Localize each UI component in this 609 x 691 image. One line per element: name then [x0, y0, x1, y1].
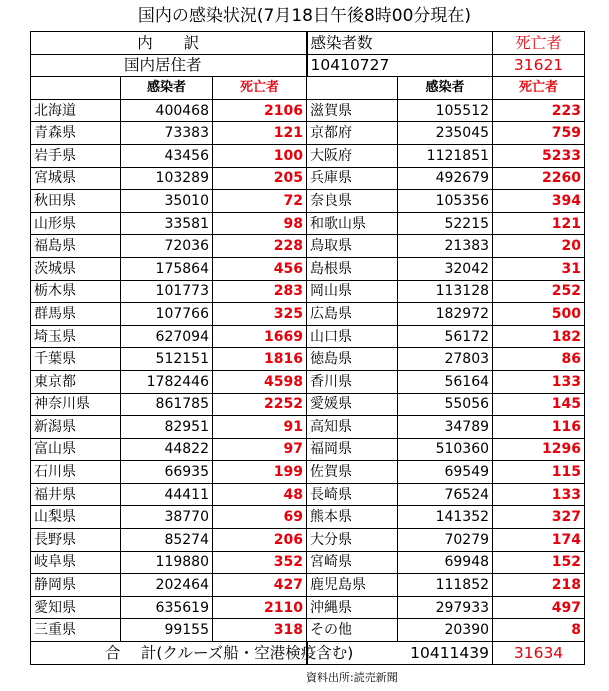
prefecture-name: その他: [307, 619, 398, 642]
infected-count: 82951: [121, 416, 213, 439]
prefecture-name: 岐阜県: [31, 551, 121, 574]
prefecture-name: 東京都: [31, 370, 121, 393]
prefecture-name: 愛媛県: [307, 393, 398, 416]
domestic-infected: 10410727: [307, 54, 493, 77]
death-count: 252: [493, 280, 585, 303]
death-count: 283: [213, 280, 307, 303]
prefecture-name: 静岡県: [31, 574, 121, 597]
table-row: [31, 325, 585, 348]
infected-count: 85274: [121, 529, 213, 552]
prefecture-name: 茨城県: [31, 257, 121, 280]
infected-count: 33581: [121, 212, 213, 235]
prefecture-name: 大阪府: [307, 144, 398, 167]
death-count: 97: [213, 438, 307, 461]
table-row: [31, 596, 585, 619]
page-title: 国内の感染状況(7月18日午後8時00分現在): [137, 6, 472, 26]
infected-count: 1121851: [398, 144, 493, 167]
death-count: 394: [493, 190, 585, 213]
infected-count: 105512: [398, 99, 493, 122]
death-count: 133: [493, 370, 585, 393]
death-count: 100: [213, 144, 307, 167]
death-count: 5233: [493, 144, 585, 167]
table-header-row: [31, 32, 585, 55]
infected-count: 73383: [121, 122, 213, 145]
death-count: 182: [493, 325, 585, 348]
prefecture-name: 鹿児島県: [307, 574, 398, 597]
table-row: [31, 303, 585, 326]
prefecture-name: 長野県: [31, 529, 121, 552]
infected-count: 21383: [398, 235, 493, 258]
infected-count: 175864: [121, 257, 213, 280]
death-count: 174: [493, 529, 585, 552]
death-count: 91: [213, 416, 307, 439]
prefecture-name: 新潟県: [31, 416, 121, 439]
death-count: 352: [213, 551, 307, 574]
domestic-row: [31, 54, 585, 77]
table-row: [31, 393, 585, 416]
prefecture-name: 岩手県: [31, 144, 121, 167]
infected-count: 70279: [398, 529, 493, 552]
infected-count: 119880: [121, 551, 213, 574]
table-row: [31, 348, 585, 371]
prefecture-name: 香川県: [307, 370, 398, 393]
infected-count: 627094: [121, 325, 213, 348]
prefecture-name: 鳥取県: [307, 235, 398, 258]
death-count: 759: [493, 122, 585, 145]
table-row: [31, 122, 585, 145]
infected-count: 510360: [398, 438, 493, 461]
prefecture-name: 福島県: [31, 235, 121, 258]
infected-count: 55056: [398, 393, 493, 416]
death-count: 2260: [493, 167, 585, 190]
infected-count: 56164: [398, 370, 493, 393]
subheader-infected-left: 感染者: [121, 77, 213, 100]
infected-count: 27803: [398, 348, 493, 371]
table-row: [31, 212, 585, 235]
prefecture-name: 兵庫県: [307, 167, 398, 190]
prefecture-name: 栃木県: [31, 280, 121, 303]
prefecture-name: 沖縄県: [307, 596, 398, 619]
prefecture-name: 石川県: [31, 461, 121, 484]
death-count: 223: [493, 99, 585, 122]
death-count: 2252: [213, 393, 307, 416]
total-infected: 10411439: [307, 642, 493, 665]
subheader-infected-right: 感染者: [398, 77, 493, 100]
prefecture-name: 島根県: [307, 257, 398, 280]
prefecture-name: 長崎県: [307, 483, 398, 506]
death-count: 1296: [493, 438, 585, 461]
subheader-deaths-right: 死亡者: [493, 77, 585, 100]
death-count: 500: [493, 303, 585, 326]
death-count: 318: [213, 619, 307, 642]
death-count: 327: [493, 506, 585, 529]
infected-count: 99155: [121, 619, 213, 642]
total-row: [31, 642, 585, 665]
infected-count: 111852: [398, 574, 493, 597]
prefecture-name: 福岡県: [307, 438, 398, 461]
table-row: [31, 167, 585, 190]
prefecture-name: 神奈川県: [31, 393, 121, 416]
prefecture-name: 大分県: [307, 529, 398, 552]
infected-count: 105356: [398, 190, 493, 213]
infected-count: 44411: [121, 483, 213, 506]
infected-count: 113128: [398, 280, 493, 303]
table-row: [31, 506, 585, 529]
table-row: [31, 416, 585, 439]
death-count: 456: [213, 257, 307, 280]
infected-count: 107766: [121, 303, 213, 326]
prefecture-name: 熊本県: [307, 506, 398, 529]
infected-count: 235045: [398, 122, 493, 145]
death-count: 86: [493, 348, 585, 371]
infected-count: 69549: [398, 461, 493, 484]
infection-status-table: [30, 31, 585, 665]
infected-count: 56172: [398, 325, 493, 348]
infected-count: 635619: [121, 596, 213, 619]
death-count: 115: [493, 461, 585, 484]
prefecture-name: 山形県: [31, 212, 121, 235]
table-row: [31, 529, 585, 552]
death-count: 206: [213, 529, 307, 552]
table-row: [31, 370, 585, 393]
table-row: [31, 99, 585, 122]
infected-count: 72036: [121, 235, 213, 258]
subheader-blank-left: [31, 77, 121, 100]
prefecture-name: 佐賀県: [307, 461, 398, 484]
total-label: 合 計(クルーズ船・空港検疫含む): [31, 642, 307, 665]
prefecture-name: 埼玉県: [31, 325, 121, 348]
prefecture-name: 北海道: [31, 99, 121, 122]
domestic-deaths: 31621: [493, 54, 585, 77]
death-count: 69: [213, 506, 307, 529]
infected-count: 141352: [398, 506, 493, 529]
death-count: 228: [213, 235, 307, 258]
infected-count: 32042: [398, 257, 493, 280]
infected-count: 20390: [398, 619, 493, 642]
prefecture-name: 徳島県: [307, 348, 398, 371]
prefecture-name: 和歌山県: [307, 212, 398, 235]
death-count: 152: [493, 551, 585, 574]
deaths-total-header: 死亡者: [493, 32, 585, 55]
death-count: 1669: [213, 325, 307, 348]
prefecture-name: 秋田県: [31, 190, 121, 213]
death-count: 98: [213, 212, 307, 235]
prefecture-name: 千葉県: [31, 348, 121, 371]
table-row: [31, 574, 585, 597]
infected-count: 38770: [121, 506, 213, 529]
prefecture-name: 富山県: [31, 438, 121, 461]
prefecture-name: 三重県: [31, 619, 121, 642]
death-count: 1816: [213, 348, 307, 371]
death-count: 2110: [213, 596, 307, 619]
infected-count: 202464: [121, 574, 213, 597]
prefecture-name: 山口県: [307, 325, 398, 348]
death-count: 218: [493, 574, 585, 597]
prefecture-name: 青森県: [31, 122, 121, 145]
total-deaths: 31634: [493, 642, 585, 665]
prefecture-name: 岡山県: [307, 280, 398, 303]
death-count: 205: [213, 167, 307, 190]
infected-count: 182972: [398, 303, 493, 326]
source-note: 資料出所:読売新聞: [306, 671, 398, 684]
death-count: 4598: [213, 370, 307, 393]
infected-count: 1782446: [121, 370, 213, 393]
prefecture-name: 宮崎県: [307, 551, 398, 574]
subheader-row: [31, 77, 585, 100]
table-row: [31, 551, 585, 574]
death-count: 116: [493, 416, 585, 439]
infected-count: 35010: [121, 190, 213, 213]
death-count: 121: [493, 212, 585, 235]
table-row: [31, 235, 585, 258]
subheader-deaths-left: 死亡者: [213, 77, 307, 100]
prefecture-name: 広島県: [307, 303, 398, 326]
death-count: 48: [213, 483, 307, 506]
infected-count: 861785: [121, 393, 213, 416]
death-count: 121: [213, 122, 307, 145]
infected-count: 512151: [121, 348, 213, 371]
prefecture-name: 福井県: [31, 483, 121, 506]
table-row: [31, 144, 585, 167]
death-count: 8: [493, 619, 585, 642]
prefecture-name: 山梨県: [31, 506, 121, 529]
infected-count: 66935: [121, 461, 213, 484]
death-count: 133: [493, 483, 585, 506]
infected-count: 34789: [398, 416, 493, 439]
infected-count: 52215: [398, 212, 493, 235]
death-count: 325: [213, 303, 307, 326]
death-count: 145: [493, 393, 585, 416]
table-row: [31, 190, 585, 213]
infected-count: 69948: [398, 551, 493, 574]
death-count: 20: [493, 235, 585, 258]
table-row: [31, 461, 585, 484]
death-count: 427: [213, 574, 307, 597]
death-count: 72: [213, 190, 307, 213]
table-row: [31, 619, 585, 642]
table-row: [31, 257, 585, 280]
prefecture-name: 高知県: [307, 416, 398, 439]
infected-count: 400468: [121, 99, 213, 122]
infected-count: 103289: [121, 167, 213, 190]
infected-count: 43456: [121, 144, 213, 167]
table-row: [31, 483, 585, 506]
prefecture-name: 宮城県: [31, 167, 121, 190]
prefecture-name: 奈良県: [307, 190, 398, 213]
prefecture-name: 京都府: [307, 122, 398, 145]
infected-total-header: 感染者数: [307, 32, 493, 55]
table-row: [31, 280, 585, 303]
death-count: 199: [213, 461, 307, 484]
prefecture-name: 愛知県: [31, 596, 121, 619]
breakdown-header: 内 訳: [31, 32, 307, 55]
prefecture-name: 滋賀県: [307, 99, 398, 122]
infected-count: 297933: [398, 596, 493, 619]
infected-count: 492679: [398, 167, 493, 190]
infected-count: 76524: [398, 483, 493, 506]
death-count: 497: [493, 596, 585, 619]
table-row: [31, 438, 585, 461]
death-count: 31: [493, 257, 585, 280]
infected-count: 101773: [121, 280, 213, 303]
subheader-blank-right: [307, 77, 398, 100]
infected-count: 44822: [121, 438, 213, 461]
prefecture-name: 群馬県: [31, 303, 121, 326]
death-count: 2106: [213, 99, 307, 122]
domestic-label: 国内居住者: [31, 54, 307, 77]
